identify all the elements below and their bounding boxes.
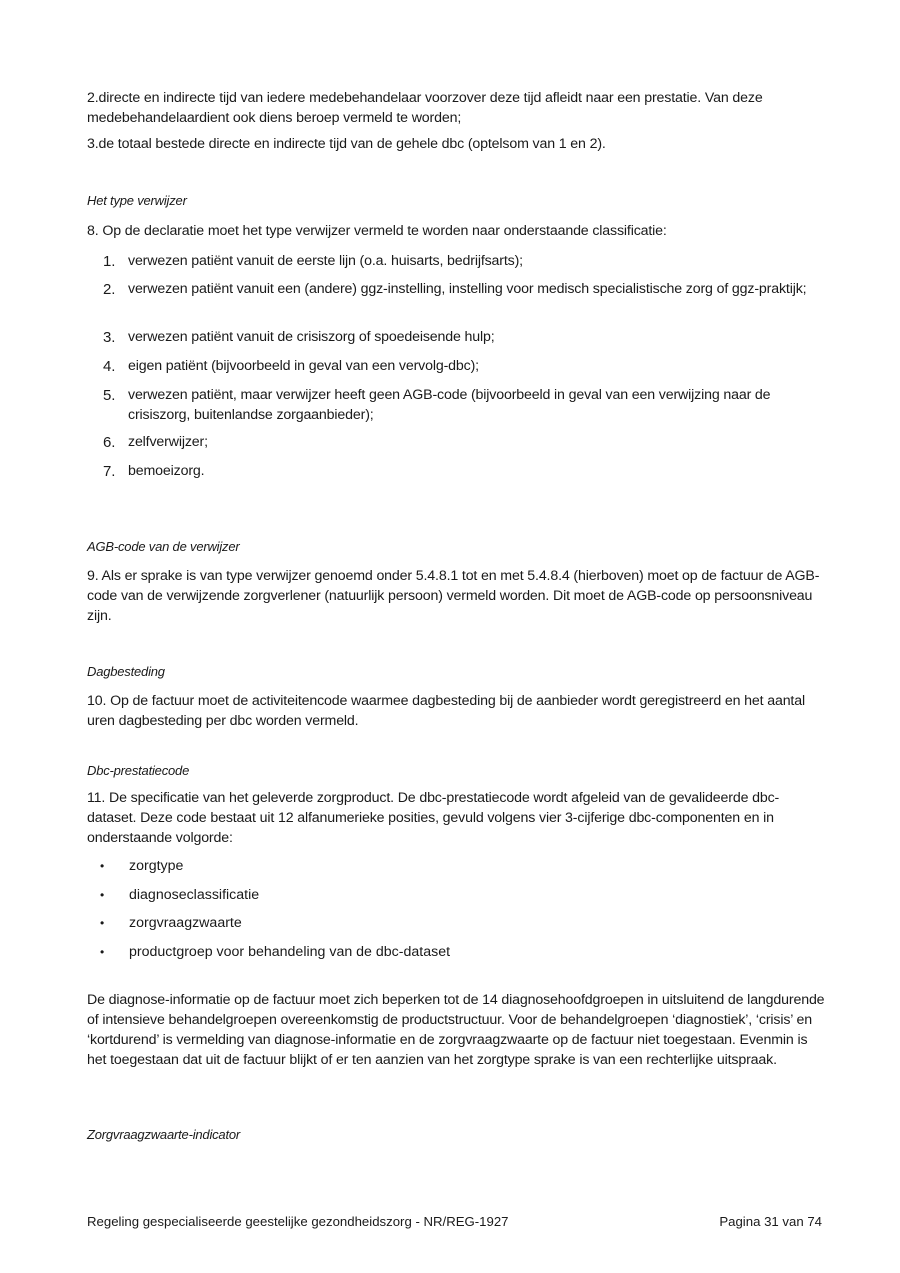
bullet-text: zorgvraagzwaarte [129,915,242,931]
section-text-10: 10. Op de factuur moet de activiteitencode waarmee dagbesteding bij de aanbieder wordt geregistreerd en het aantal uren dagbesteding per dbc worden vermeld. [87,693,805,729]
section-text-11: 11. De specificatie van het geleverde zorgproduct. De dbc-prestatiecode wordt afgeleid van de gevalideerde dbc-dataset. Deze code bestaat uit 12 alfanumerieke posities, gevuld volgens vier 3-cijferige dbc-componenten en in onderstaande volgorde: [87,790,780,846]
bullet-item [100,942,820,962]
bullet-item [100,856,820,876]
list-text: zelfverwijzer; [128,434,208,450]
list-number: 1. [103,253,116,270]
bullet-item [100,913,820,933]
list-number: 6. [103,434,116,451]
section-heading-dagbesteding: Dagbesteding [87,664,165,679]
section-heading-zorgvraagzwaarte: Zorgvraagzwaarte-indicator [87,1127,241,1142]
section-text-9: 9. Als er sprake is van type verwijzer genoemd onder 5.4.8.1 tot en met 5.4.8.4 (hierboven) moet op de factuur de AGB-code van de verwijzende zorgverlener (natuurlijk persoon) vermeld worden. Dit moet de AGB-code op persoonsniveau zijn. [87,568,820,624]
list-text: eigen patiënt (bijvoorbeeld in geval van een vervolg-dbc); [128,358,479,374]
bullet-icon: • [100,859,105,873]
list-item [103,279,823,299]
footer-page-number: Pagina 31 van 74 [719,1214,822,1229]
list-item [103,251,823,271]
section-heading-type-verwijzer: Het type verwijzer [87,193,187,208]
list-number: 5. [103,387,116,404]
list-item [103,461,823,481]
list-item [103,356,823,376]
diagnose-paragraph: De diagnose-informatie op de factuur moet zich beperken tot de 14 diagnosehoofdgroepen in uitsluitend de langdurende of intensieve behandelgroepen overeenkomstig de productstructuur. Voor de behandelgroepen ‘diagnostiek’, ‘crisis’ en ‘kortdurend’ is vermelding van diagnose-informatie en de zorgvraagzwaarte op de factuur niet toegestaan. Evenmin is het toegestaan dat uit de factuur blijkt of er ten aanzien van het zorgtype sprake is van een rechterlijke uitspraak. [87,992,825,1068]
list-number: 2. [103,281,116,298]
list-number: 3. [103,329,116,346]
bullet-text: zorgtype [129,858,184,874]
list-number: 7. [103,463,116,480]
list-text: verwezen patiënt, maar verwijzer heeft geen AGB-code (bijvoorbeeld in geval van een verwijzing naar de crisiszorg, buitenlandse zorgaanbieder); [128,387,771,423]
bullet-text: productgroep voor behandeling van de dbc-dataset [129,944,451,960]
bullet-item [100,885,820,905]
section-heading-dbc-prestatiecode: Dbc-prestatiecode [87,763,190,778]
bullet-icon: • [100,945,105,959]
list-text: verwezen patiënt vanuit de eerste lijn (o.a. huisarts, bedrijfsarts); [128,253,523,269]
list-item [103,385,823,425]
bullet-icon: • [100,888,105,902]
list-text: verwezen patiënt vanuit een (andere) ggz-instelling, instelling voor medisch specialistische zorg of ggz-praktijk; [128,281,807,297]
section-heading-agb-code: AGB-code van de verwijzer [87,539,240,554]
intro-item-2: 2.directe en indirecte tijd van iedere medebehandelaar voorzover deze tijd afleidt naar een prestatie. Van deze medebehandelaardient ook diens beroep vermeld te worden; [87,90,763,126]
list-text: verwezen patiënt vanuit de crisiszorg of spoedeisende hulp; [128,329,495,345]
footer-document-title: Regeling gespecialiseerde geestelijke gezondheidszorg - NR/REG-1927 [87,1214,509,1229]
section-text-8: 8. Op de declaratie moet het type verwijzer vermeld te worden naar onderstaande classificatie: [87,223,667,239]
list-number: 4. [103,358,116,375]
list-text: bemoeizorg. [128,463,205,479]
list-item [103,327,823,347]
intro-item-3: 3.de totaal bestede directe en indirecte tijd van de gehele dbc (optelsom van 1 en 2). [87,136,606,152]
bullet-icon: • [100,916,105,930]
list-item [103,432,823,452]
bullet-text: diagnoseclassificatie [129,887,260,903]
